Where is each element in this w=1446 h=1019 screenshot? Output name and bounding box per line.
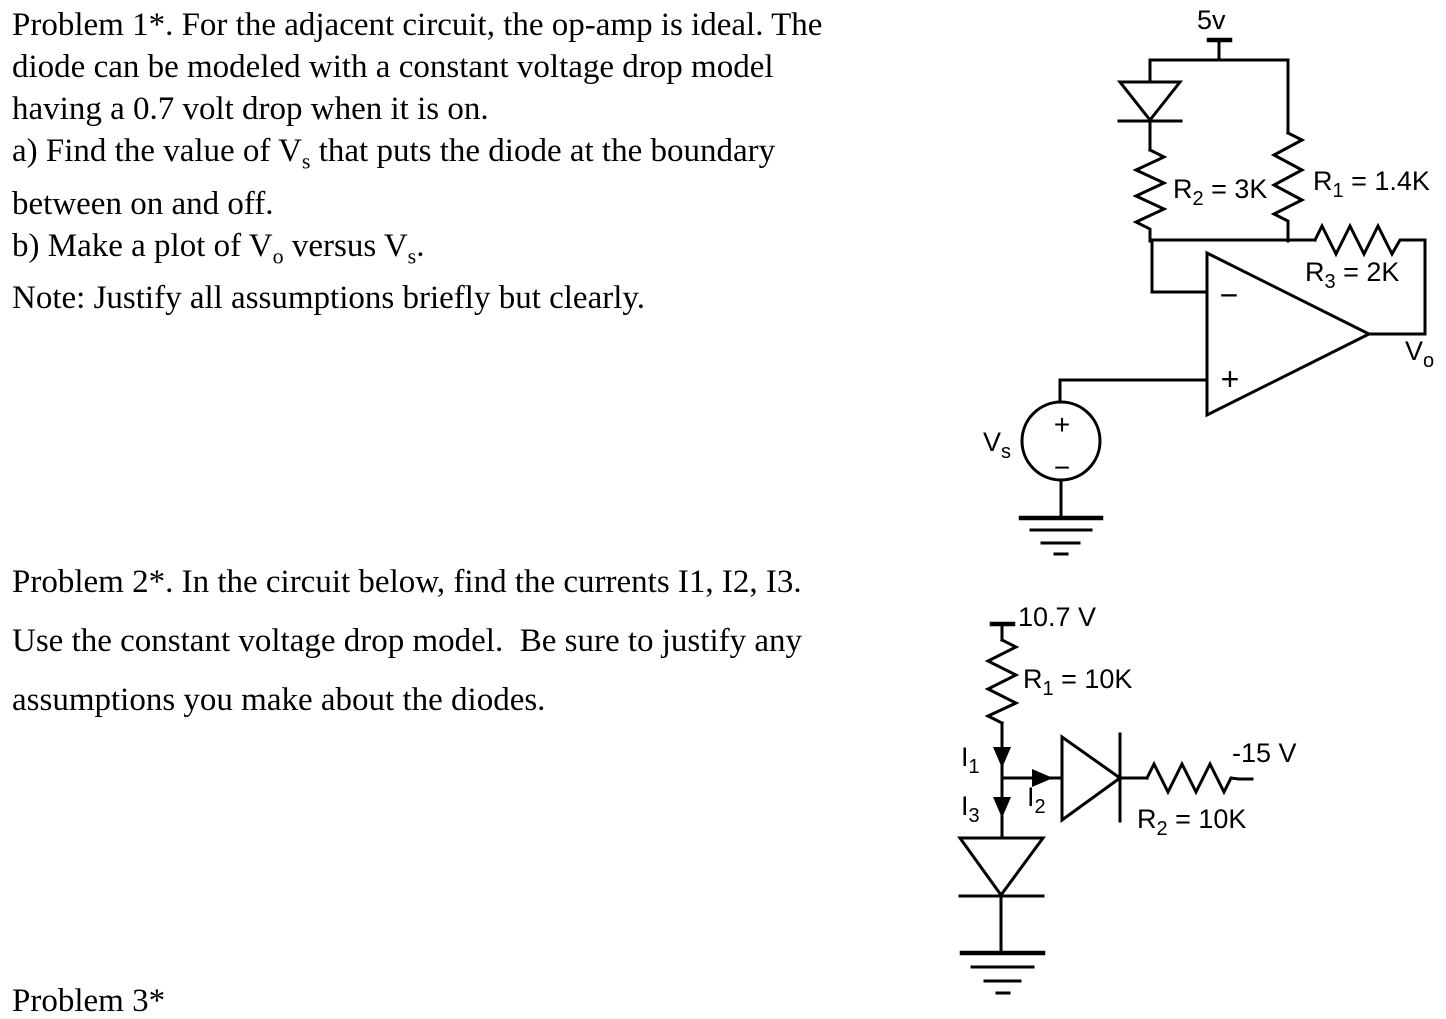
text-run: versus V xyxy=(283,227,408,264)
problem1-line xyxy=(12,277,822,319)
voltage-source-symbol xyxy=(1022,402,1100,483)
problem3-line xyxy=(12,985,165,1018)
current-arrow-i1 xyxy=(993,747,1011,768)
inverting-input-wire xyxy=(1152,240,1207,292)
vs-label: $V_s$ xyxy=(983,427,1012,463)
problem2-text xyxy=(12,553,802,730)
r1-label: $R_1 = 1.4K$ xyxy=(1313,166,1430,202)
opamp-plus-sign: + xyxy=(1220,361,1240,397)
text-run: having a 0.7 volt drop when it is on. xyxy=(12,91,489,127)
current-arrow-i2 xyxy=(1032,769,1053,787)
noninverting-input-wire xyxy=(1060,380,1207,403)
resistor-r1-symbol xyxy=(1274,133,1302,241)
i3-label: $I_3$ xyxy=(961,791,980,827)
vo-label: $V_o$ xyxy=(1405,336,1435,372)
i2-label: $I_2$ xyxy=(1027,782,1046,818)
supply-terminal-symbol xyxy=(992,624,1013,640)
subscript: s xyxy=(407,243,417,269)
diode-symbol xyxy=(1062,734,1120,821)
r1-label: $R_1 = 10K$ xyxy=(1023,664,1133,700)
neg-supply-label: -15 V xyxy=(1232,738,1297,768)
problem1-line xyxy=(12,183,822,225)
ground-symbol xyxy=(1021,518,1101,554)
current-arrow-i3 xyxy=(993,797,1011,818)
problem2-line xyxy=(12,612,802,671)
problem1-text xyxy=(12,4,822,319)
r2-label: $R_2 = 10K$ xyxy=(1137,804,1247,840)
text-run: Problem 2*. In the circuit below, find the currents I1, I2, I3. xyxy=(12,564,802,600)
supply-5v-label: 5v xyxy=(1197,5,1226,35)
text-run: . xyxy=(416,227,425,264)
problem3-text-partial xyxy=(12,985,165,1018)
problem1-line xyxy=(12,88,822,130)
opamp-diode-circuit-diagram xyxy=(950,0,1446,580)
text-run: a) Find the value of V xyxy=(12,133,302,169)
problem1-line xyxy=(12,130,822,183)
text-run: Use the constant voltage drop model. Be sure to justify any xyxy=(12,623,803,659)
resistor-r1-symbol xyxy=(988,640,1016,723)
text-run: assumptions you make about the diodes. xyxy=(12,682,546,718)
opamp-minus-sign: − xyxy=(1219,277,1239,313)
text-run: Problem 3* xyxy=(12,983,166,1019)
diode-symbol xyxy=(960,838,1043,896)
r3-label: $R_3 = 2K$ xyxy=(1305,257,1400,293)
supply-terminal-symbol xyxy=(1209,40,1230,60)
problem2-line xyxy=(12,671,802,730)
text-run: Problem 1*. For the adjacent circuit, the op-amp is ideal. The xyxy=(12,7,823,43)
text-run: between on and off. xyxy=(12,185,274,222)
diode-current-circuit-diagram xyxy=(940,585,1446,1001)
problem2-line xyxy=(12,553,802,612)
diode-symbol xyxy=(1119,82,1181,121)
resistor-r2-symbol xyxy=(1136,150,1164,241)
problem1-line xyxy=(12,225,822,278)
text-run: diode can be modeled with a constant voltage drop model xyxy=(12,49,774,85)
text-run: that puts the diode at the boundary xyxy=(310,133,776,169)
problem1-line xyxy=(12,4,822,46)
source-plus-sign: + xyxy=(1053,409,1071,440)
resistor-r2-symbol xyxy=(1147,764,1239,792)
problem1-line xyxy=(12,46,822,88)
text-run: b) Make a plot of V xyxy=(12,227,273,264)
ground-symbol xyxy=(962,953,1043,993)
source-minus-sign: − xyxy=(1053,452,1071,483)
subscript: o xyxy=(272,243,284,269)
r2-label: $R_2 = 3K$ xyxy=(1173,174,1268,210)
supply-10p7v-label: 10.7 V xyxy=(1018,602,1097,632)
text-run: Note: Justify all assumptions briefly but clearly. xyxy=(12,280,645,317)
i1-label: $I_1$ xyxy=(961,742,980,778)
subscript: s xyxy=(301,148,311,174)
